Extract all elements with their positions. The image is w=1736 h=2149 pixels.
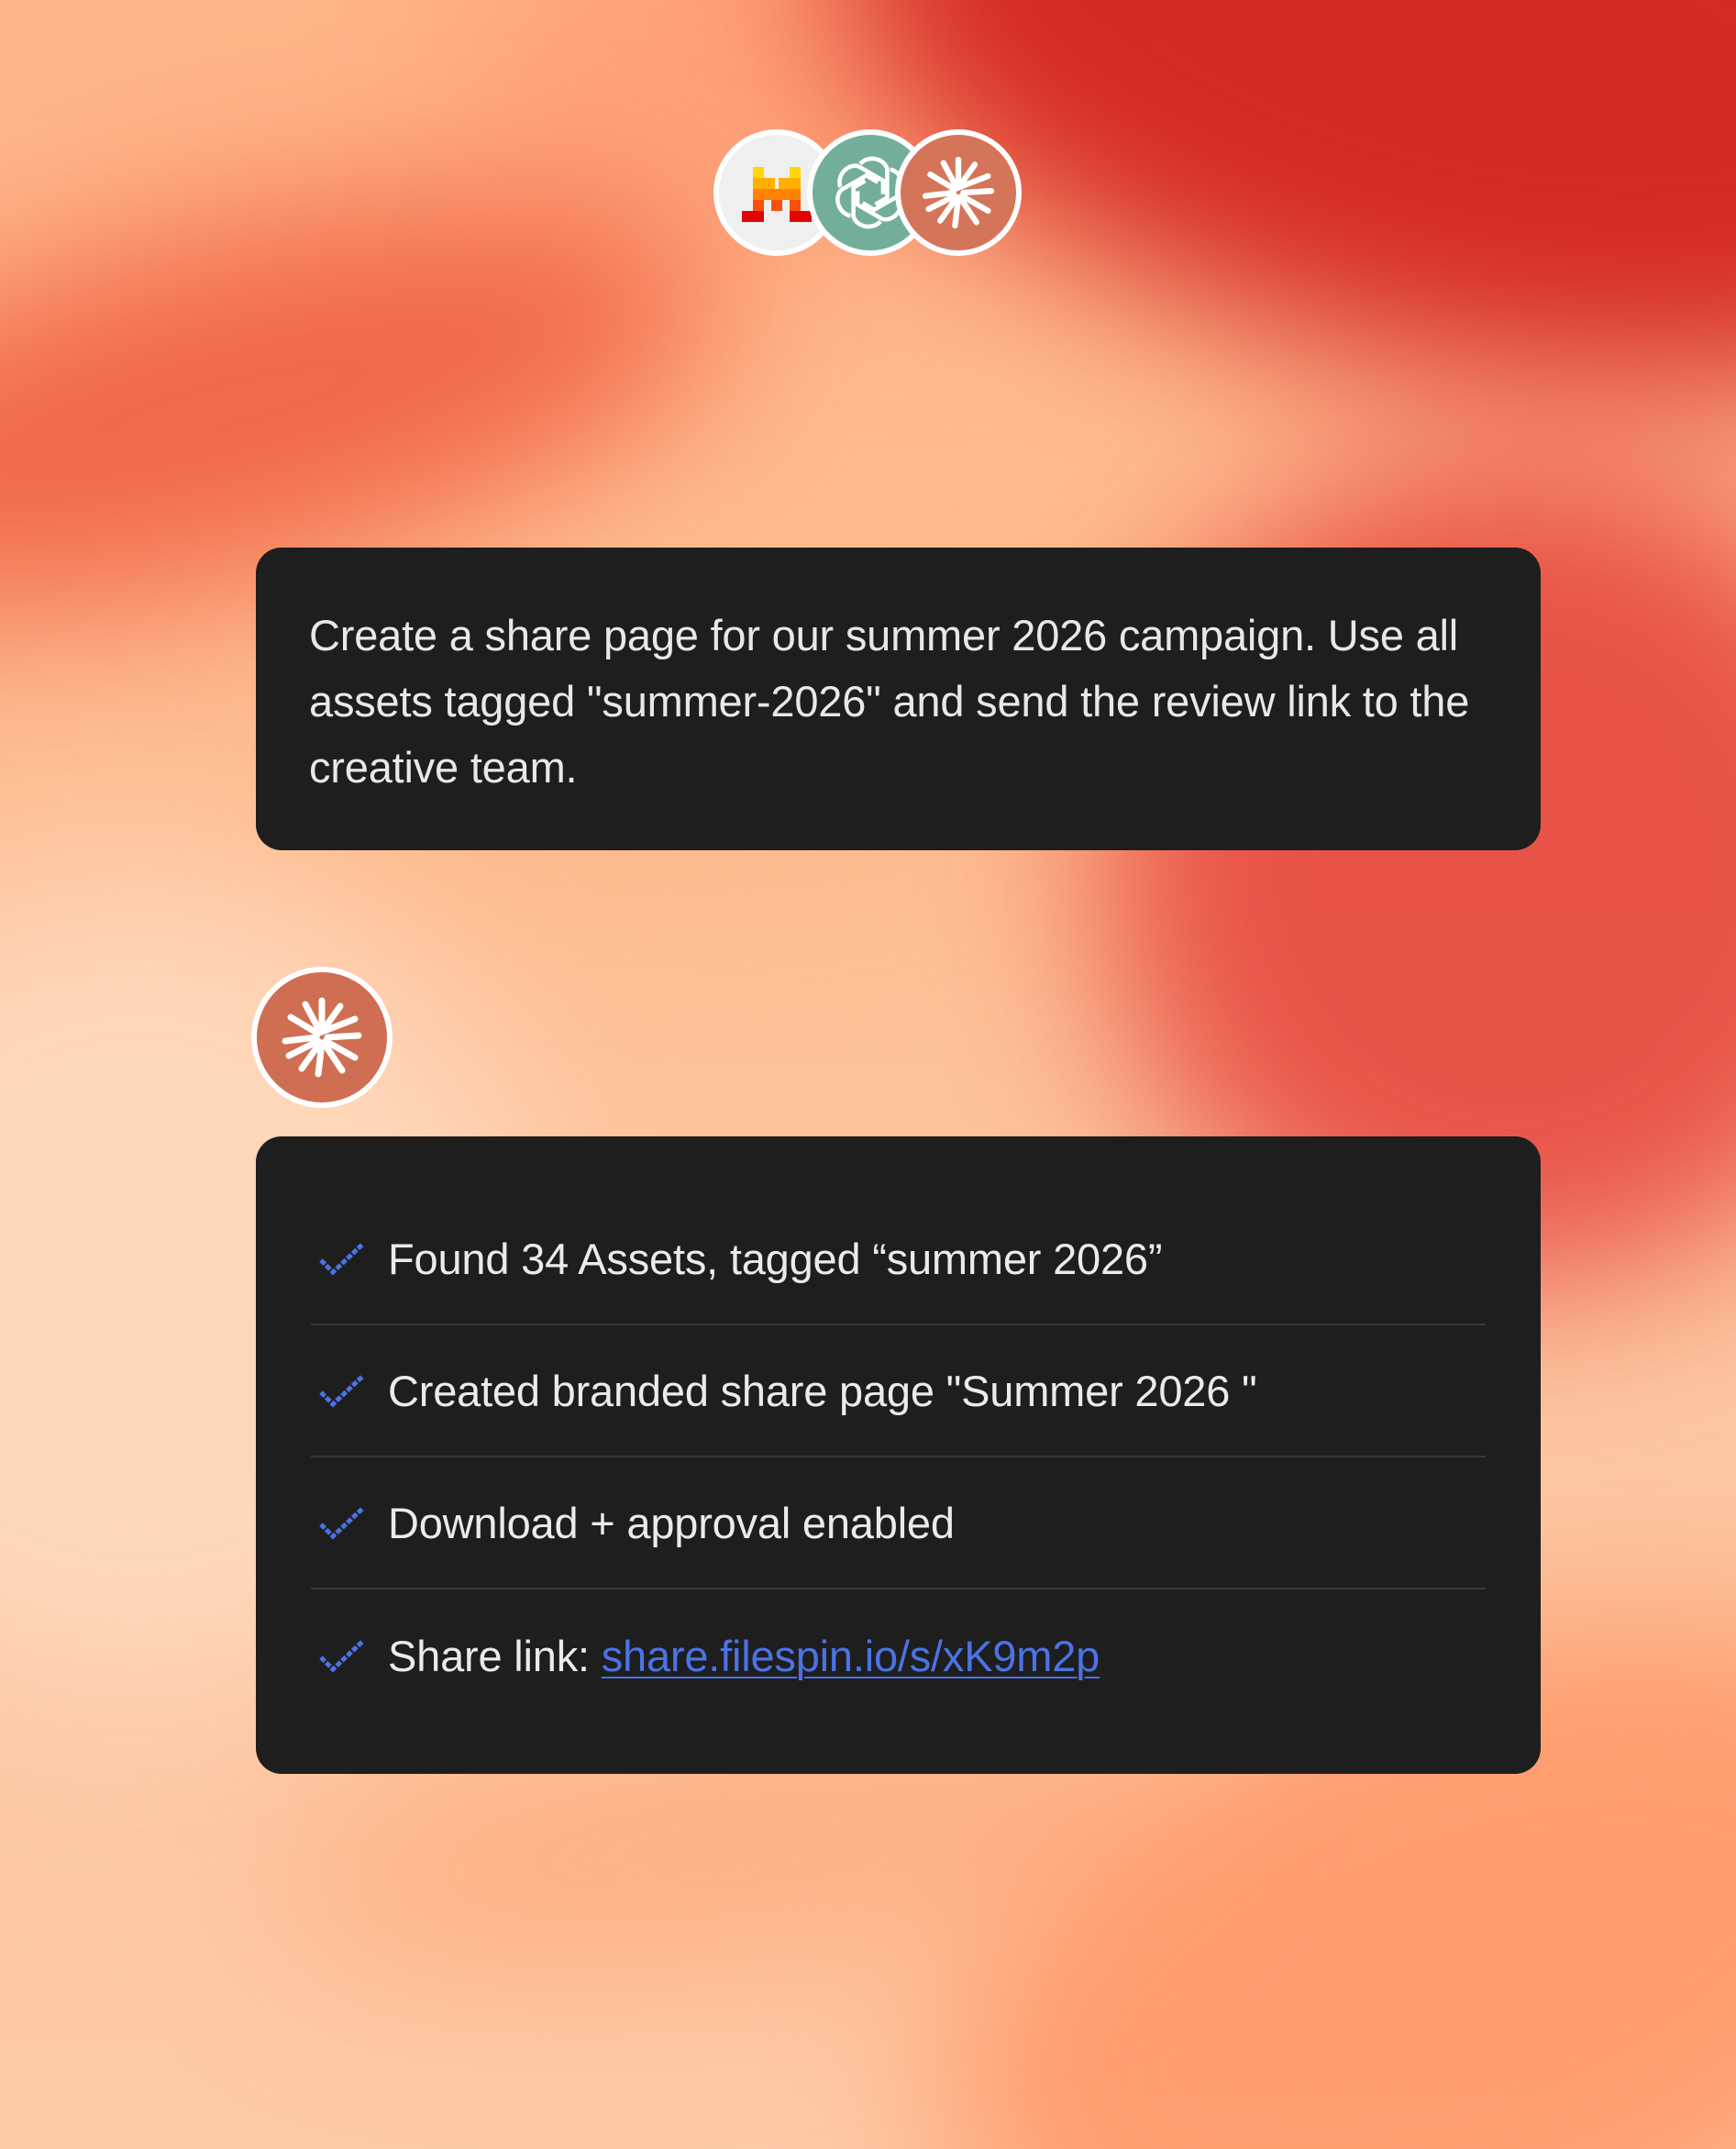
claude-logo-icon — [895, 129, 1022, 256]
share-link[interactable]: share.filespin.io/s/xK9m2p — [601, 1631, 1100, 1680]
check-icon — [318, 1240, 366, 1277]
claude-avatar-icon — [251, 967, 393, 1108]
user-prompt-text: Create a share page for our summer 2026 campaign. Use all assets tagged "summer-2026" and send the review link to the creative team. — [309, 611, 1470, 792]
checklist-item-share-link — [311, 1590, 1486, 1722]
user-prompt-bubble — [256, 548, 1541, 850]
check-icon — [318, 1637, 366, 1674]
check-icon — [318, 1504, 366, 1541]
checklist-item-download-approval — [311, 1457, 1486, 1590]
checklist-item-text — [388, 1631, 1100, 1681]
checklist-item-share-page — [311, 1325, 1486, 1457]
checklist-item-text: Found 34 Assets, tagged “summer 2026” — [388, 1234, 1163, 1283]
assistant-response-bubble — [256, 1136, 1541, 1774]
checklist-item-found-assets — [311, 1193, 1486, 1325]
checklist-item-text: Download + approval enabled — [388, 1498, 955, 1547]
checklist-item-text: Created branded share page "Summer 2026 " — [388, 1366, 1257, 1415]
share-link-label: Share link: — [388, 1631, 602, 1680]
check-icon — [318, 1372, 366, 1409]
